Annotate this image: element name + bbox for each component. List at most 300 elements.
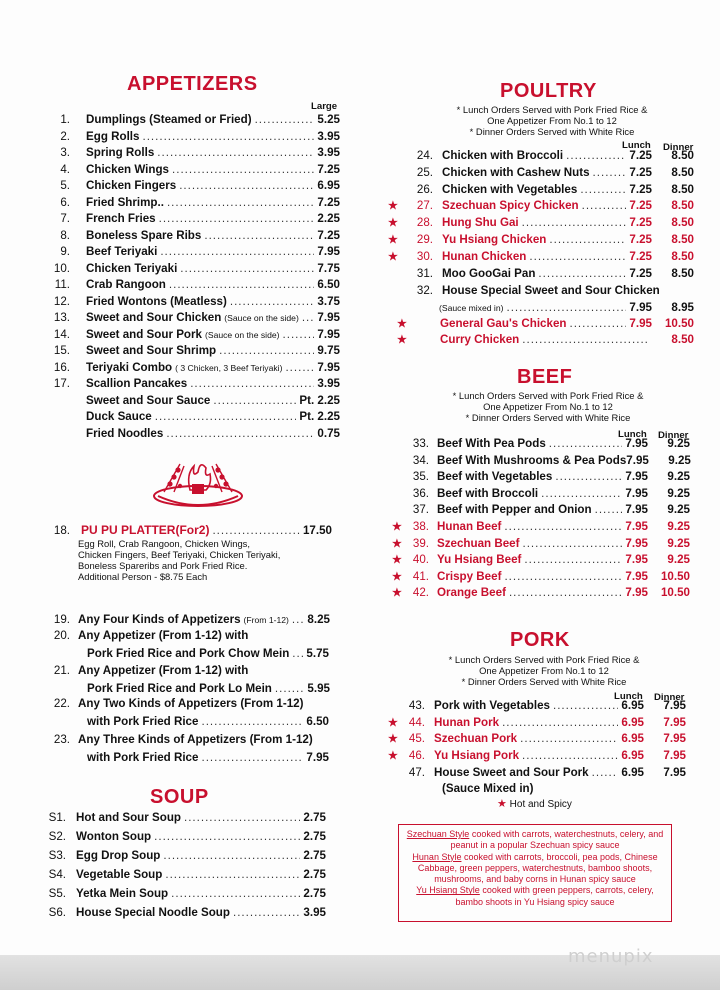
menu-item-row (388, 233, 694, 246)
item-number: 19. (53, 613, 70, 626)
item-number: 17. (53, 377, 70, 390)
leader-dots (506, 301, 626, 314)
item-number: 10. (53, 261, 70, 275)
leader-dots (160, 245, 314, 258)
leader-dots (167, 196, 314, 209)
menu-item-row (50, 113, 340, 126)
item-dinner-price: 7.95 (663, 699, 686, 712)
style-legend-box (398, 824, 672, 922)
leader-dots (520, 732, 618, 745)
legend-yu-label: Yu Hsiang Style (416, 885, 480, 896)
item-price: 5.75 (306, 647, 329, 660)
leader-dots (163, 849, 300, 862)
item-number: 25. (416, 165, 433, 179)
item-dinner-price: 8.50 (671, 149, 694, 162)
pork-dinner-label: Dinner (654, 692, 685, 703)
combo-row-line2 (87, 715, 329, 728)
item-number: S2. (48, 830, 66, 843)
item-price: 2.75 (303, 811, 326, 824)
item-number: 12. (53, 294, 70, 308)
leader-dots (154, 830, 300, 843)
item-dinner-price: 7.95 (663, 715, 686, 729)
leader-dots (582, 199, 627, 212)
pupu-desc-line: Chicken Fingers, Beef Teriyaki, Chicken Teriyaki, (78, 549, 281, 560)
item-name: Orange Beef (437, 586, 506, 600)
leader-dots (593, 166, 627, 179)
item-price: 7.95 (625, 536, 648, 550)
note-line: * Dinner Orders Served with White Rice (465, 412, 631, 423)
item-number: 6. (60, 195, 70, 209)
star-icon: ★ (392, 537, 402, 550)
item-price: 7.25 (629, 216, 652, 230)
combo-detail: with Pork Fried Rice (87, 751, 199, 764)
item-name: Chicken with Cashew Nuts (442, 165, 590, 179)
item-note: (Sauce Mixed in) (442, 782, 534, 795)
item-price: 6.95 (317, 179, 340, 192)
item-number: 45. (408, 732, 425, 746)
item-price: 7.95 (625, 503, 648, 517)
item-number: S3. (48, 849, 66, 862)
menu-item-row (392, 553, 690, 567)
item-dinner-price: 9.25 (668, 453, 691, 467)
item-name: Szechuan Spicy Chicken (442, 199, 579, 213)
item-name: Beef With Pea Pods (437, 437, 546, 450)
item-name: Chicken Fingers (86, 179, 177, 192)
item-name: Moo GooGai Pan (442, 266, 536, 280)
item-number: 2. (60, 129, 70, 143)
star-icon: ★ (392, 554, 402, 567)
item-price: 7.25 (629, 165, 652, 179)
item-price: Pt. 2.25 (299, 393, 340, 407)
menu-item-row (44, 830, 326, 843)
item-dinner-price: 8.50 (671, 165, 694, 179)
menu-item-row (408, 487, 690, 500)
leader-dots (283, 328, 315, 341)
item-number: 39. (412, 536, 429, 550)
item-price: 7.25 (629, 182, 652, 196)
leader-dots (529, 250, 626, 263)
item-number: 30. (416, 249, 433, 263)
item-number: 5. (60, 179, 70, 192)
leader-dots (171, 887, 300, 900)
item-price: 6.95 (621, 766, 644, 779)
item-number: 36. (412, 486, 429, 500)
item-price: 7.95 (625, 520, 648, 533)
item-name: Scallion Pancakes (86, 377, 188, 390)
item-dinner-price: 7.95 (663, 766, 686, 779)
item-note: (Sauce mixed in) (439, 303, 504, 313)
item-name: Szechuan Pork (434, 732, 518, 746)
pupu-desc-line: Boneless Spareribs and Pork Fried Rice. (78, 560, 248, 571)
item-dinner-price: 7.95 (663, 732, 686, 746)
item-name: Curry Chicken (440, 333, 520, 346)
legend-yu-text: cooked with green peppers, carrots, celery, bambo shoots in Yu Hsiang spicy sauce (455, 885, 654, 907)
star-icon: ★ (392, 570, 402, 583)
menu-item-row (388, 216, 694, 230)
item-price: 3.95 (317, 146, 340, 159)
menu-item-row (392, 520, 690, 533)
combo-detail: Pork Fried Rice and Pork Lo Mein (87, 682, 272, 695)
leader-dots (522, 216, 627, 229)
item-name: Yetka Mein Soup (76, 887, 169, 900)
item-price: 9.75 (317, 344, 340, 357)
item-price: 0.75 (317, 426, 340, 440)
item-dinner-price: 8.50 (671, 249, 694, 263)
item-number: 1. (60, 113, 70, 126)
item-number: 28. (416, 216, 433, 230)
item-number: 9. (60, 245, 70, 258)
item-price: 6.50 (306, 715, 329, 728)
item-dinner-price: 8.50 (671, 266, 694, 280)
combo-name: Any Four Kinds of Appetizers (78, 613, 241, 626)
poultry-extra-row (397, 333, 694, 346)
item-number: S1. (48, 811, 66, 824)
legend-hunan-label: Hunan Style (412, 851, 462, 862)
item-number: 22. (53, 697, 70, 710)
item-name: Teriyaki Combo (86, 360, 173, 374)
item-price: 7.95 (625, 553, 648, 567)
item-name: House Special Noodle Soup (76, 906, 230, 919)
pupu-platter-illustration (150, 456, 246, 512)
leader-dots (169, 278, 315, 291)
leader-dots (233, 906, 300, 919)
item-number: S6. (48, 906, 66, 919)
watermark: menupix (568, 946, 654, 967)
item-number: 40. (412, 553, 429, 567)
combo-row-line1 (50, 629, 248, 642)
item-name: Hung Shu Gai (442, 216, 519, 230)
item-number: 32. (416, 284, 433, 297)
menu-item-row (50, 328, 340, 341)
leader-dots (212, 524, 300, 537)
leader-dots (538, 267, 626, 280)
item-dinner-price: 8.95 (671, 301, 694, 314)
item-dinner-price: 9.25 (667, 520, 690, 533)
leader-dots (522, 749, 618, 762)
poultry-title: POULTRY (500, 80, 597, 102)
item-price: 7.75 (317, 261, 340, 275)
leader-dots (159, 212, 315, 225)
menu-item-row (408, 470, 690, 483)
poultry-notes (418, 104, 686, 137)
item-name: Crab Rangoon (86, 278, 166, 291)
item-dinner-price: 7.95 (663, 749, 686, 763)
leader-dots (292, 613, 305, 626)
item-name: Fried Noodles (86, 426, 164, 440)
pork-notes (410, 654, 678, 687)
item-price: 3.95 (317, 377, 340, 390)
menu-item-row (50, 229, 340, 242)
leader-dots (179, 179, 314, 192)
item-price: 2.75 (303, 830, 326, 843)
item-number: 4. (60, 162, 70, 176)
combo-row-line1 (50, 664, 248, 677)
leader-dots (230, 295, 315, 308)
item-note: ( 3 Chicken, 3 Beef Teriyaki) (175, 362, 283, 373)
combo-row-line2 (87, 682, 330, 695)
item-price: 7.95 (629, 301, 652, 314)
menu-item-row (392, 586, 690, 600)
item-name: Beef Teriyaki (86, 245, 158, 258)
item-name: Sweet and Sour Shrimp (86, 344, 217, 357)
star-icon: ★ (388, 217, 398, 230)
item-name: Hot and Sour Soup (76, 811, 181, 824)
menu-item-row (412, 267, 694, 280)
menu-item-row (392, 536, 690, 550)
menu-item-row (50, 130, 340, 143)
menu-item-row (44, 906, 326, 919)
leader-dots (504, 520, 622, 533)
leader-dots (275, 682, 305, 695)
item-name: General Gau's Chicken (440, 317, 567, 330)
menu-item-row (392, 569, 690, 583)
leader-dots (255, 113, 315, 126)
item-name: Chicken with Broccoli (442, 149, 564, 162)
item-number: 16. (53, 360, 70, 374)
item-number: 38. (412, 520, 429, 533)
item-name: Spring Rolls (86, 146, 155, 159)
item-price: 8.25 (307, 613, 330, 626)
leader-dots (165, 868, 300, 881)
item-dinner-price: 9.25 (667, 470, 690, 484)
item-dinner-price: 9.25 (667, 437, 690, 450)
leader-dots (219, 344, 314, 357)
item-name: Yu Hsiang Beef (437, 553, 522, 567)
item-number: 24. (416, 149, 433, 162)
item-price: 2.75 (303, 849, 326, 862)
item-price: 3.75 (317, 294, 340, 308)
item-price: 5.25 (317, 113, 340, 126)
item-dinner-price: 8.50 (671, 216, 694, 230)
leader-dots (201, 715, 303, 728)
house-pork-row (404, 766, 686, 779)
item-name: Egg Drop Soup (76, 849, 161, 862)
item-name: House Sweet and Sour Pork (434, 766, 589, 779)
menu-item-row (412, 166, 694, 179)
item-dinner-price: 9.25 (667, 553, 690, 567)
combo-row (50, 613, 330, 626)
item-price: 7.25 (629, 149, 652, 162)
pupu-name: PU PU PLATTER(For2) (81, 523, 210, 537)
menu-item-row (50, 163, 340, 176)
item-name: Sweet and Sour Chicken (86, 311, 222, 324)
item-number: 23. (53, 733, 70, 746)
item-number: 37. (412, 503, 429, 517)
item-dinner-price: 8.50 (671, 199, 694, 213)
item-name: Crispy Beef (437, 569, 502, 583)
leader-dots (509, 586, 622, 599)
item-name: House Special Sweet and Sour Chicken (442, 284, 660, 297)
item-number: 33. (412, 437, 429, 450)
star-icon: ★ (388, 733, 398, 746)
item-dinner-price: 9.25 (667, 486, 690, 500)
house-special-row-line2 (439, 301, 694, 314)
item-price: 7.95 (317, 327, 340, 341)
leader-dots (184, 811, 300, 824)
star-icon: ★ (388, 716, 398, 729)
legend-hunan-text: cooked with carrots, broccoli, pea pods, Chinese Cabbage, green peppers, waterchestnuts, bamboo shoots, mushrooms, and baby corns in Hunan spicy sauce (417, 851, 658, 885)
menu-item-row (44, 811, 326, 824)
item-number: 7. (60, 212, 70, 225)
leader-dots (180, 262, 314, 275)
leader-dots (201, 751, 303, 764)
item-number: 3. (60, 146, 70, 159)
beef-notes (414, 390, 682, 423)
combo-name: Any Two Kinds of Appetizers (From 1-12) (78, 697, 304, 710)
item-dinner-price: 8.50 (671, 233, 694, 246)
menu-item-row (50, 146, 340, 159)
item-name: French Fries (86, 212, 156, 225)
menu-item-row (44, 868, 326, 881)
item-name: Wonton Soup (76, 830, 152, 843)
star-icon: ★ (397, 334, 407, 346)
item-number: 41. (412, 569, 429, 583)
leader-dots (142, 130, 314, 143)
note-line: One Appetizer From No.1 to 12 (487, 115, 617, 126)
item-dinner-price: 10.50 (664, 317, 694, 330)
item-number: S4. (48, 868, 66, 881)
menu-item-row (50, 344, 340, 357)
leader-dots (580, 183, 626, 196)
menu-item-row (388, 749, 686, 763)
item-number: 35. (412, 470, 429, 484)
item-name: Beef With Mushrooms & Pea Pods (437, 453, 627, 467)
item-dinner-price: 10.50 (660, 586, 690, 600)
note-line: * Lunch Orders Served with Pork Fried Rice & (448, 654, 640, 665)
item-price: 6.50 (317, 278, 340, 291)
note-line: * Lunch Orders Served with Pork Fried Rice & (456, 104, 648, 115)
star-icon: ★ (392, 587, 402, 600)
item-price: 3.95 (317, 129, 340, 143)
item-price: 7.95 (317, 311, 340, 324)
leader-dots (504, 570, 622, 583)
hot-spicy-note (497, 797, 572, 810)
item-number: 13. (53, 311, 70, 324)
hot-spicy-label: Hot and Spicy (509, 799, 572, 810)
item-price: 7.95 (625, 569, 648, 583)
item-name: Yu Hsiang Chicken (442, 233, 547, 246)
item-note: (Sauce on the side) (224, 313, 299, 323)
pork-title: PORK (510, 629, 570, 651)
combo-row-line1 (50, 733, 313, 746)
poultry-dinner-label: Dinner (663, 142, 694, 153)
item-price: 6.95 (621, 732, 644, 746)
leader-dots (541, 487, 622, 500)
item-name: Sweet and Sour Sauce (86, 393, 211, 407)
pupu-desc-line: Egg Roll, Crab Rangoon, Chicken Wings, (78, 538, 250, 549)
item-name: Egg Rolls (86, 129, 140, 143)
item-name: Dumplings (Steamed or Fried) (86, 113, 252, 126)
item-name: Beef with Pepper and Onion (437, 503, 592, 517)
item-number: 31. (416, 266, 433, 280)
item-number: 15. (53, 344, 70, 357)
item-price: 6.95 (621, 749, 644, 763)
item-price: 7.95 (306, 751, 329, 764)
poultry-lunch-label: Lunch (622, 140, 651, 151)
pupu-number: 18. (53, 524, 70, 537)
star-icon: ★ (388, 200, 398, 213)
item-price: 7.25 (317, 162, 340, 176)
item-number: 43. (408, 699, 425, 712)
item-price: 2.25 (317, 212, 340, 225)
item-price: 2.75 (303, 887, 326, 900)
note-line: One Appetizer From No.1 to 12 (483, 401, 613, 412)
menu-item-row (408, 503, 690, 516)
pupu-platter-row (50, 523, 332, 537)
leader-dots (166, 427, 314, 440)
leader-dots (204, 229, 314, 242)
combo-name: Any Appetizer (From 1-12) with (78, 664, 249, 677)
note-line: * Lunch Orders Served with Pork Fried Rice & (452, 390, 644, 401)
note-line: * Dinner Orders Served with White Rice (469, 126, 635, 137)
item-note: (Sauce on the side) (204, 329, 280, 340)
menu-item-row (388, 249, 694, 263)
item-price: 7.25 (629, 233, 652, 246)
note-line: One Appetizer From No.1 to 12 (479, 665, 609, 676)
leader-dots (172, 163, 314, 176)
item-price: 7.95 (626, 453, 649, 467)
item-name: Beef with Vegetables (437, 470, 553, 484)
menu-item-row (388, 715, 686, 729)
combo-detail: Pork Fried Rice and Pork Chow Mein (87, 647, 290, 660)
item-name: Szechuan Beef (437, 536, 520, 550)
beef-title: BEEF (517, 366, 573, 388)
item-name: Yu Hsiang Pork (434, 749, 520, 763)
leader-dots (302, 311, 315, 324)
item-price: 7.95 (317, 360, 340, 374)
leader-dots (555, 470, 622, 483)
combo-row-line1 (50, 697, 303, 710)
item-number: 11. (54, 278, 70, 291)
menu-item-row (404, 699, 686, 712)
item-price: 6.95 (621, 715, 644, 729)
star-icon: ★ (392, 521, 402, 533)
item-number: 14. (53, 327, 70, 341)
item-name: Duck Sauce (86, 410, 152, 423)
legend-szechuan-label: Szechuan Style (406, 829, 470, 839)
star-icon: ★ (397, 318, 407, 330)
item-price: 7.25 (317, 228, 340, 242)
soup-title: SOUP (150, 786, 209, 808)
item-number: 26. (416, 182, 433, 196)
menu-item-row (50, 427, 340, 440)
item-dinner-price: 9.25 (667, 503, 690, 517)
item-name: Beef with Broccoli (437, 486, 539, 500)
menu-item-row (50, 196, 340, 209)
item-price: 2.75 (303, 868, 326, 881)
leader-dots (522, 333, 649, 346)
item-name: Pork with Vegetables (434, 699, 550, 712)
item-name: Chicken Wings (86, 162, 169, 176)
legend-szechuan-text: cooked with carrots, waterchestnuts, celery, and peanut in a popular Szechuan spicy sauce (450, 829, 664, 851)
item-dinner-price: 10.50 (660, 569, 690, 583)
leader-dots (292, 647, 303, 660)
combo-name: Any Three Kinds of Appetizers (From 1-12) (78, 733, 313, 746)
appetizers-large-label: Large (311, 101, 338, 112)
item-price: 7.25 (629, 266, 652, 280)
item-note: (From 1-12) (243, 615, 289, 625)
star-icon: ★ (388, 750, 398, 763)
house-pork-row-line2 (442, 782, 533, 795)
leader-dots (549, 437, 623, 450)
item-price: 7.95 (625, 437, 648, 450)
leader-dots (549, 233, 626, 246)
item-price: 5.95 (307, 682, 330, 695)
appetizers-title: APPETIZERS (127, 73, 258, 95)
item-number: 29. (416, 233, 433, 246)
menu-item-row (50, 179, 340, 192)
leader-dots (553, 699, 618, 712)
